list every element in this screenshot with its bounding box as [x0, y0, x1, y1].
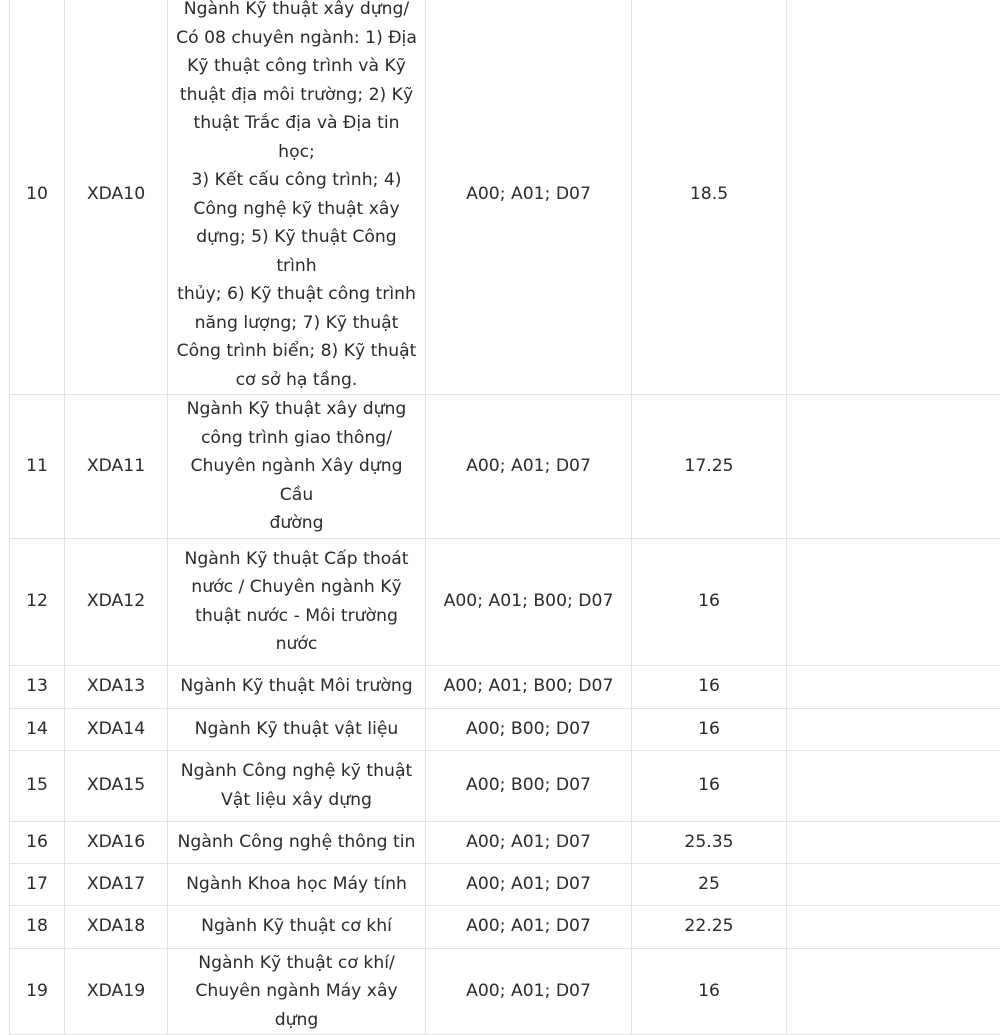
program-code-cell: XDA18 — [65, 905, 168, 948]
score-cell: 16 — [632, 538, 787, 665]
row-number-cell: 13 — [10, 665, 65, 708]
program-name-line: Công trình biển; 8) Kỹ thuật — [174, 337, 419, 366]
program-name-cell — [168, 863, 426, 905]
note-cell — [787, 708, 1000, 750]
program-code-cell: XDA10 — [65, 0, 168, 395]
program-name-line: nước / Chuyên ngành Kỹ — [174, 573, 419, 602]
note-cell — [787, 665, 1000, 708]
score-cell: 16 — [632, 750, 787, 821]
table-row — [10, 708, 1000, 750]
subject-blocks-cell: A00; A01; B00; D07 — [426, 665, 632, 708]
program-name-line: công trình giao thông/ — [174, 424, 419, 453]
program-name-line: Ngành Kỹ thuật Môi trường — [174, 672, 419, 701]
row-number-cell: 18 — [10, 905, 65, 948]
program-name-cell — [168, 665, 426, 708]
program-code-cell: XDA17 — [65, 863, 168, 905]
note-cell — [787, 750, 1000, 821]
subject-blocks-cell: A00; B00; D07 — [426, 750, 632, 821]
subject-blocks-cell: A00; A01; D07 — [426, 821, 632, 863]
program-name-cell — [168, 0, 426, 395]
program-name-line: Chuyên ngành Máy xây dựng — [174, 977, 419, 1034]
program-name-cell — [168, 821, 426, 863]
program-name-cell — [168, 708, 426, 750]
score-cell: 16 — [632, 708, 787, 750]
table-row — [10, 750, 1000, 821]
score-cell: 22.25 — [632, 905, 787, 948]
subject-blocks-cell: A00; A01; D07 — [426, 948, 632, 1035]
row-number-cell: 16 — [10, 821, 65, 863]
program-name-line: thuật địa môi trường; 2) Kỹ — [174, 81, 419, 110]
note-cell — [787, 905, 1000, 948]
table-row — [10, 863, 1000, 905]
table-row — [10, 905, 1000, 948]
subject-blocks-cell: A00; A01; D07 — [426, 905, 632, 948]
table-row — [10, 665, 1000, 708]
program-code-cell: XDA19 — [65, 948, 168, 1035]
program-name-line: Ngành Kỹ thuật xây dựng — [174, 395, 419, 424]
program-name-line: 3) Kết cấu công trình; 4) — [174, 166, 419, 195]
score-cell: 25.35 — [632, 821, 787, 863]
subject-blocks-cell: A00; B00; D07 — [426, 708, 632, 750]
program-name-line: Ngành Kỹ thuật Cấp thoát — [174, 545, 419, 574]
program-name-line: Kỹ thuật công trình và Kỹ — [174, 52, 419, 81]
row-number-cell: 10 — [10, 0, 65, 395]
row-number-cell: 12 — [10, 538, 65, 665]
program-name-line: Ngành Khoa học Máy tính — [174, 870, 419, 899]
row-number-cell: 11 — [10, 395, 65, 539]
program-name-cell — [168, 750, 426, 821]
program-name-line: thủy; 6) Kỹ thuật công trình — [174, 280, 419, 309]
table-row — [10, 0, 1000, 395]
subject-blocks-cell: A00; A01; D07 — [426, 863, 632, 905]
admission-score-table — [9, 0, 1000, 1035]
note-cell — [787, 538, 1000, 665]
program-code-cell: XDA15 — [65, 750, 168, 821]
program-name-line: Ngành Công nghệ kỹ thuật — [174, 757, 419, 786]
program-name-line: Ngành Kỹ thuật vật liệu — [174, 715, 419, 744]
score-cell: 25 — [632, 863, 787, 905]
program-name-line: Vật liệu xây dựng — [174, 786, 419, 815]
program-name-line: nước — [174, 630, 419, 659]
program-name-line: Ngành Công nghệ thông tin — [174, 828, 419, 857]
note-cell — [787, 821, 1000, 863]
note-cell — [787, 395, 1000, 539]
score-cell: 16 — [632, 665, 787, 708]
program-name-line: thuật nước - Môi trường — [174, 602, 419, 631]
program-code-cell: XDA14 — [65, 708, 168, 750]
score-cell: 17.25 — [632, 395, 787, 539]
row-number-cell: 17 — [10, 863, 65, 905]
table-body — [10, 0, 1000, 1035]
program-code-cell: XDA16 — [65, 821, 168, 863]
program-code-cell: XDA12 — [65, 538, 168, 665]
note-cell — [787, 948, 1000, 1035]
table-row — [10, 948, 1000, 1035]
program-name-cell — [168, 395, 426, 539]
table-row — [10, 821, 1000, 863]
program-code-cell: XDA11 — [65, 395, 168, 539]
program-name-line: Có 08 chuyên ngành: 1) Địa — [174, 24, 419, 53]
program-name-line: năng lượng; 7) Kỹ thuật — [174, 309, 419, 338]
subject-blocks-cell: A00; A01; B00; D07 — [426, 538, 632, 665]
subject-blocks-cell: A00; A01; D07 — [426, 395, 632, 539]
program-name-line: dựng; 5) Kỹ thuật Công trình — [174, 223, 419, 280]
program-name-line: Ngành Kỹ thuật xây dựng/ — [174, 0, 419, 24]
row-number-cell: 19 — [10, 948, 65, 1035]
program-name-cell — [168, 948, 426, 1035]
score-cell: 18.5 — [632, 0, 787, 395]
program-name-line: Công nghệ kỹ thuật xây — [174, 195, 419, 224]
row-number-cell: 15 — [10, 750, 65, 821]
program-name-line: Chuyên ngành Xây dựng Cầu — [174, 452, 419, 509]
table-row — [10, 395, 1000, 539]
subject-blocks-cell: A00; A01; D07 — [426, 0, 632, 395]
program-name-line: Ngành Kỹ thuật cơ khí — [174, 912, 419, 941]
program-name-line: đường — [174, 509, 419, 538]
program-name-cell — [168, 905, 426, 948]
program-name-cell — [168, 538, 426, 665]
score-cell: 16 — [632, 948, 787, 1035]
program-name-line: cơ sở hạ tầng. — [174, 366, 419, 395]
row-number-cell: 14 — [10, 708, 65, 750]
program-code-cell: XDA13 — [65, 665, 168, 708]
program-name-line: thuật Trắc địa và Địa tin học; — [174, 109, 419, 166]
note-cell — [787, 863, 1000, 905]
program-name-line: Ngành Kỹ thuật cơ khí/ — [174, 949, 419, 978]
note-cell — [787, 0, 1000, 395]
table-row — [10, 538, 1000, 665]
